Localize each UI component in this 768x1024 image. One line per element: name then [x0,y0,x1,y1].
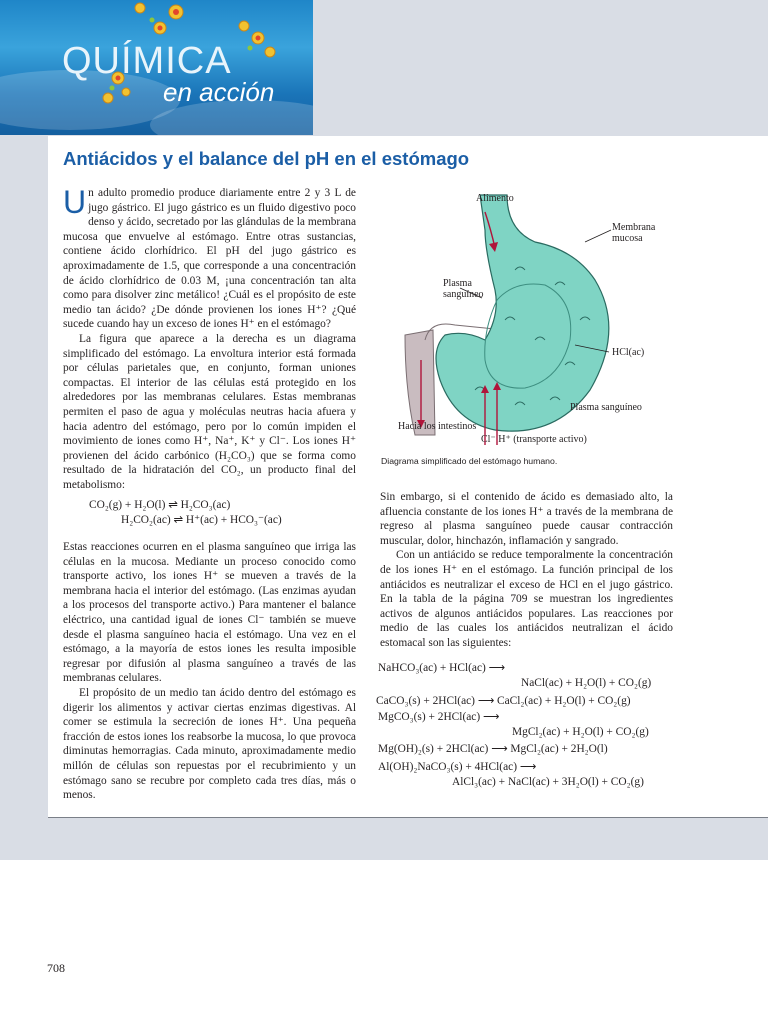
equation-2: H₂CO₂(ac) ⇌ H⁺(ac) + HCO₃⁻(ac) [121,514,282,526]
page-number: 708 [47,961,65,975]
reaction-1a: NaHCO₃(ac) + HCl(ac) ⟶ [378,662,505,674]
reaction-5a: Al(OH)₂NaCO₃(s) + 4HCl(ac) ⟶ [378,761,537,773]
reaction-3b: MgCl₂(ac) + H₂O(l) + CO₂(g) [512,726,649,738]
stomach-body [436,195,609,431]
label-plasma-sanguineo-right: Plasma sanguíneo [570,402,642,413]
label-membrana-mucosa: Membrana mucosa [612,222,656,244]
article-heading: Antiácidos y el balance del pH en el estómago [63,148,470,169]
label-hacia-intestinos: Hacia los intestinos [398,421,477,432]
banner-title: QUÍMICA [62,40,232,82]
paragraph-6: Con un antiácido se reduce temporalmente la concentración de los iones H⁺ en el estómago. La función principal de los antiácidos es neutralizar el exceso de HCl en el jugo gástrico. En la tabla de la página 709 se muestran los ingredientes activos de algunos antiácidos populares. Las reacciones por medio de las cuales los antiácidos neutralizan el ácido estomacal son las siguientes: [380,549,673,649]
label-plasma-sanguineo-top: Plasma sanguíneo [443,278,484,300]
paragraph-4: El propósito de un medio tan ácido dentro del estómago es digerir los alimentos y activar ciertas enzimas digestivas. Al comer se estimula la secreción de iones H⁺. Una pequeña fracción de estos iones los reabsorbe la mucosa, lo que provoca diminutas hemorragias. Cada minuto, aproximadamente medio millón de células son repuestas por el recubrimiento y un estómago sano se recubre por completo cada tres días, más o menos. [63,686,356,802]
reaction-4: Mg(OH)₂(s) + 2HCl(ac) ⟶ MgCl₂(ac) + 2H₂O(l) [378,743,608,755]
figure-caption: Diagrama simplificado del estómago humano. [381,456,558,466]
left-column-bottom [63,540,356,803]
paragraph-5: Sin embargo, si el contenido de ácido es demasiado alto, la afluencia constante de los iones H⁺ a través de la membrana de regreso al plasma sanguíneo puede causar contracción muscular, dolor, hinchazón, inflamación y sangrado. [380,491,673,547]
label-alimento: Alimento [476,193,514,204]
paragraph-1-text: n adulto promedio produce diariamente entre 2 y 3 L de jugo gástrico. El jugo gástrico es un fluido digestivo poco denso y ácido, secretado por las glándulas de la membrana mucosa que envuelve al estómago. Entre otras sustancias, contiene ácido clorhídrico. El pH del jugo gástrico es aproximadamente de 1.5, que corresponde a una concentración de ácido clorhídrico de 0.03 M, ¡una concentración tan alta como para disolver zinc metálico! ¿Cuál es el propósito de este medio tan ácido? ¿De dónde provienen los iones H⁺? ¿Qué sucede cuando hay un exceso de iones H⁺ en el estómago? [63,187,356,331]
equation-1: CO₂(g) + H₂O(l) ⇌ H₂CO₃(ac) [89,499,231,511]
reaction-2: CaCO₃(s) + 2HCl(ac) ⟶ CaCl₂(ac) + H₂O(l) + CO₂(g) [376,695,631,707]
intestine-tube [405,330,435,435]
left-column-top [63,186,356,492]
quimica-en-accion-banner [0,0,313,135]
paragraph-2: La figura que aparece a la derecha es un diagrama simplificado del estómago. La envoltura interior está formada por células parietales que, en conjunto, forman uniones compactas. El interior de las células está protegido en los alrededores por las membranas celulares. Estas membranas permiten el paso de agua y moléculas neutras hacia afuera y hacia adentro del estómago, pero por lo común impiden el movimiento de iones como H⁺, Na⁺, K⁺ y Cl⁻. Los iones H⁺ provienen del ácido carbónico (H₂CO₃) que se forma como resultado de la hidratación del CO₂, un producto final del metabolismo: [63,332,356,491]
banner-subtitle: en acción [163,77,275,107]
paragraph-3: Estas reacciones ocurren en el plasma sanguíneo que irriga las células en la mucosa. Mediante un proceso conocido como transporte activo, los iones H⁺ se mueven a través de la membrana hacia el interior del estómago. (Las enzimas ayudan a los procesos del transporte activo.) Para mantener el balance eléctrico, una cantidad igual de iones Cl⁻ también se mueve desde el plasma sanguíneo hacia el estómago. Una vez en el estómago, a la mayoría de estos iones les resulta imposible regresar por difusión al plasma sanguíneo a través de las membranas celulares. [63,541,356,685]
panel-bottom-rule [48,817,768,818]
reaction-1b: NaCl(ac) + H₂O(l) + CO₂(g) [521,677,652,689]
membrana-leader [585,230,611,242]
paragraph-1 [63,186,356,332]
label-transporte-activo: Cl⁻ H⁺ (transporte activo) [481,434,587,445]
reaction-5b: AlCl₃(ac) + NaCl(ac) + 3H₂O(l) + CO₂(g) [452,776,644,788]
right-column [380,490,673,651]
drop-cap: U [63,184,87,220]
label-hcl: HCl(ac) [612,347,645,358]
reaction-3a: MgCO₃(s) + 2HCl(ac) ⟶ [378,711,500,723]
